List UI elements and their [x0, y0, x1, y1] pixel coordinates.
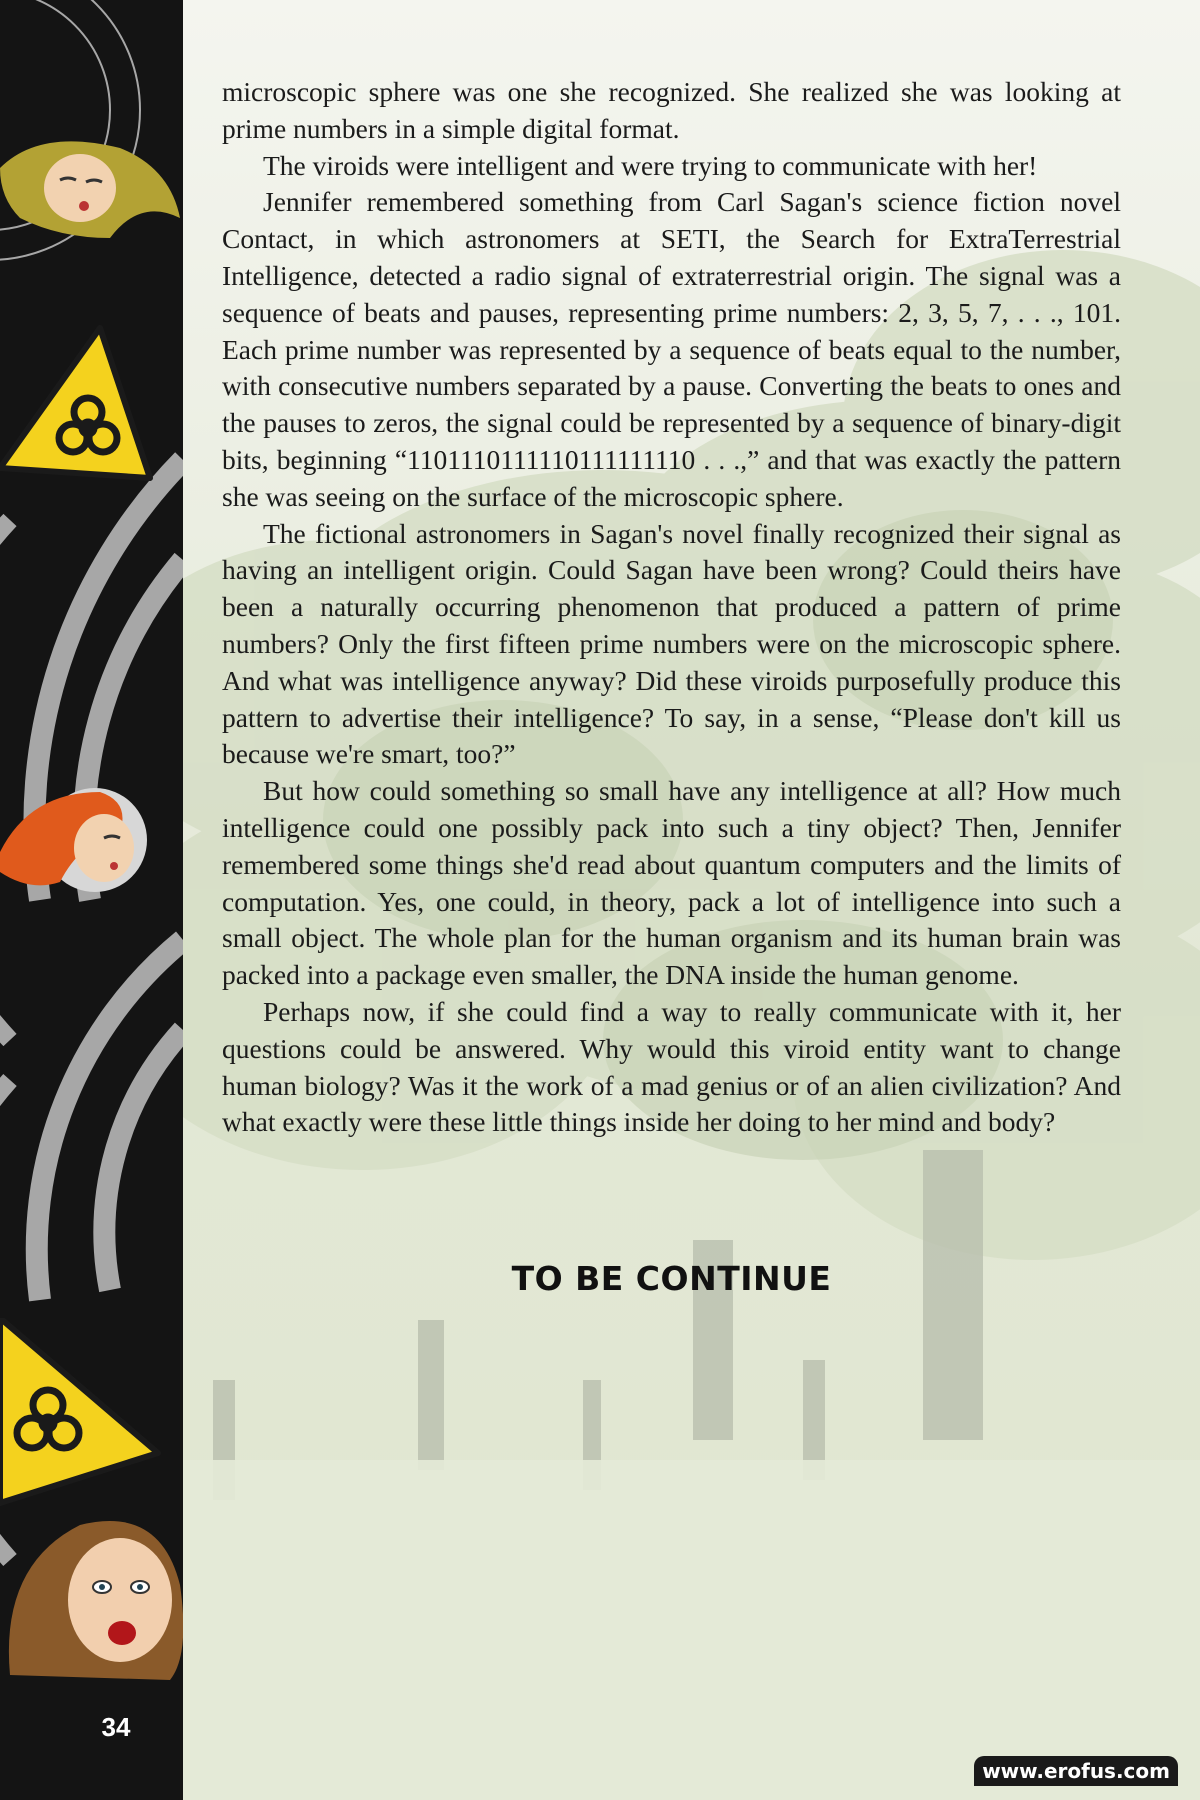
redhead-woman-portrait	[0, 782, 183, 902]
page-number: 34	[101, 1712, 131, 1742]
paragraph: The fictional astronomers in Sagan's novel finally recognized their signal as having an intelligent origin. Could Sagan have been wrong? Could theirs have been a naturally occurring phenomenon that produced a pattern of prime numbers? Only the first fifteen prime numbers were on the microscopic sphere. And what was intelligence anyway? Did these viroids purposefully produce this pattern to advertise their intelligence? To say, in a sense, “Please don't kill us because we're smart, too?”	[222, 517, 1121, 770]
story-text	[222, 74, 1121, 1141]
biohazard-icon	[0, 1318, 165, 1508]
paragraph: But how could something so small have any intelligence at all? How much intelligence could one possibly pack into such a tiny object? Then, Jennifer remembered some things she'd read about quantum computers and the limits of computation. Yes, one could, in theory, pack a lot of intelligence into such a small object. The whole plan for the human organism and its human brain was packed into a package even smaller, the DNA inside the human genome.	[222, 775, 1121, 991]
paragraph: microscopic sphere was one she recognized. She realized she was looking at prime numbers in a simple digital format.	[222, 76, 1121, 144]
watermark: www.erofus.com	[974, 1756, 1178, 1786]
blonde-woman-portrait	[0, 128, 183, 248]
to-be-continued-label: TO BE CONTINUE	[511, 1259, 832, 1298]
sidebar-decoration	[0, 0, 183, 1800]
paragraph: The viroids were intelligent and were trying to communicate with her!	[263, 149, 1038, 181]
paragraph: Jennifer remembered something from Carl Sagan's science fiction novel Contact, in which astronomers at SETI, the Search for ExtraTerrestrial Intelligence, detected a radio signal of extraterrestrial origin. The signal was a sequence of beats and pauses, representing prime numbers: 2, 3, 5, 7, . . ., 101. Each prime number was represented by a sequence of beats equal to the number, with consecutive numbers separated by a pause. Converting the beats to ones and the pauses to zeros, the signal could be represented by a sequence of binary-digit bits, beginning “1101110111110111111110 . . .,” and that was exactly the pattern she was seeing on the surface of the microscopic sphere.	[222, 186, 1121, 512]
biohazard-icon	[0, 318, 160, 488]
brunette-woman-portrait	[0, 1505, 183, 1685]
paragraph: Perhaps now, if she could find a way to really communicate with it, her questions could be answered. Why would this viroid entity want to change human biology? Was it the work of a mad genius or of an alien civilization? And what exactly were these little things inside her doing to her mind and body?	[222, 995, 1121, 1138]
